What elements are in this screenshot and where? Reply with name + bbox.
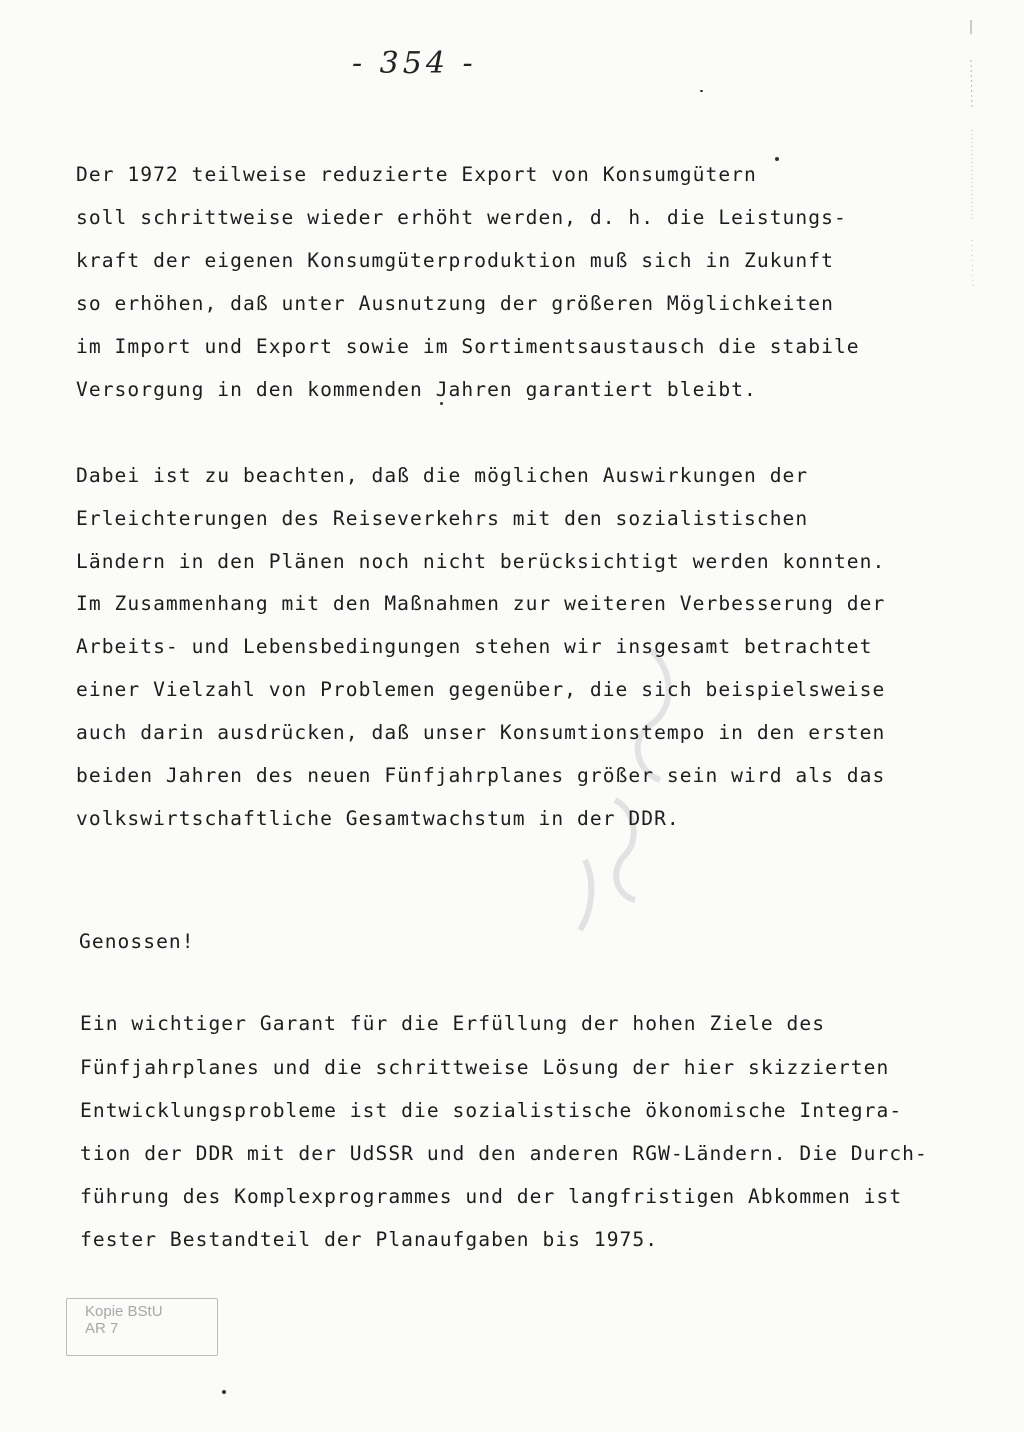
paragraph-1-line: kraft der eigenen Konsumgüterproduktion muß sich in Zukunft [76,249,834,272]
paragraph-1-line: Der 1972 teilweise reduzierte Export von Konsumgütern [76,163,757,186]
paragraph-3-line: fester Bestandteil der Planaufgaben bis 1975. [80,1228,659,1251]
scan-speck [440,402,443,405]
archive-stamp [66,1298,218,1356]
paragraph-2-line: einer Vielzahl von Problemen gegenüber, die sich beispielsweise [76,678,886,701]
page-number: - 354 - [352,46,477,81]
paragraph-1-line: Versorgung in den kommenden Jahren garantiert bleibt. [76,378,757,401]
paragraph-2-line: beiden Jahren des neuen Fünfjahrplanes größer sein wird als das [76,764,886,787]
salutation: Genossen! [79,930,195,953]
scan-speck [222,1390,226,1394]
scan-edge-marks [963,20,979,320]
paragraph-3-line: Fünfjahrplanes und die schrittweise Lösung der hier skizzierten [80,1056,890,1079]
paragraph-1-line: so erhöhen, daß unter Ausnutzung der größeren Möglichkeiten [76,292,834,315]
paragraph-2-line: volkswirtschaftliche Gesamtwachstum in der DDR. [76,807,680,830]
paragraph-2-line: Ländern in den Plänen noch nicht berücksichtigt werden konnten. [76,550,886,573]
paragraph-3-line: tion der DDR mit der UdSSR und den anderen RGW-Ländern. Die Durch- [80,1142,928,1165]
paragraph-2-line: Erleichterungen des Reiseverkehrs mit den sozialistischen [76,507,809,530]
paragraph-3-line: führung des Komplexprogrammes und der langfristigen Abkommen ist [80,1185,903,1208]
paragraph-3-line: Ein wichtiger Garant für die Erfüllung der hohen Ziele des [80,1012,826,1035]
paragraph-2-line: auch darin ausdrücken, daß unser Konsumtionstempo in den ersten [76,721,886,744]
paragraph-1-line: soll schrittweise wieder erhöht werden, d. h. die Leistungs- [76,206,847,229]
paragraph-1-line: im Import und Export sowie im Sortimentsaustausch die stabile [76,335,860,358]
stamp-line-1: Kopie BStU [85,1303,163,1320]
paragraph-2-line: Arbeits- und Lebensbedingungen stehen wir insgesamt betrachtet [76,635,873,658]
paragraph-2-line: Dabei ist zu beachten, daß die möglichen Auswirkungen der [76,464,809,487]
scan-speck [775,157,779,161]
scan-speck [700,90,703,92]
stamp-line-2: AR 7 [85,1320,119,1337]
paragraph-2-line: Im Zusammenhang mit den Maßnahmen zur weiteren Verbesserung der [76,592,886,615]
paragraph-3-line: Entwicklungsprobleme ist die sozialistische ökonomische Integra- [80,1099,903,1122]
